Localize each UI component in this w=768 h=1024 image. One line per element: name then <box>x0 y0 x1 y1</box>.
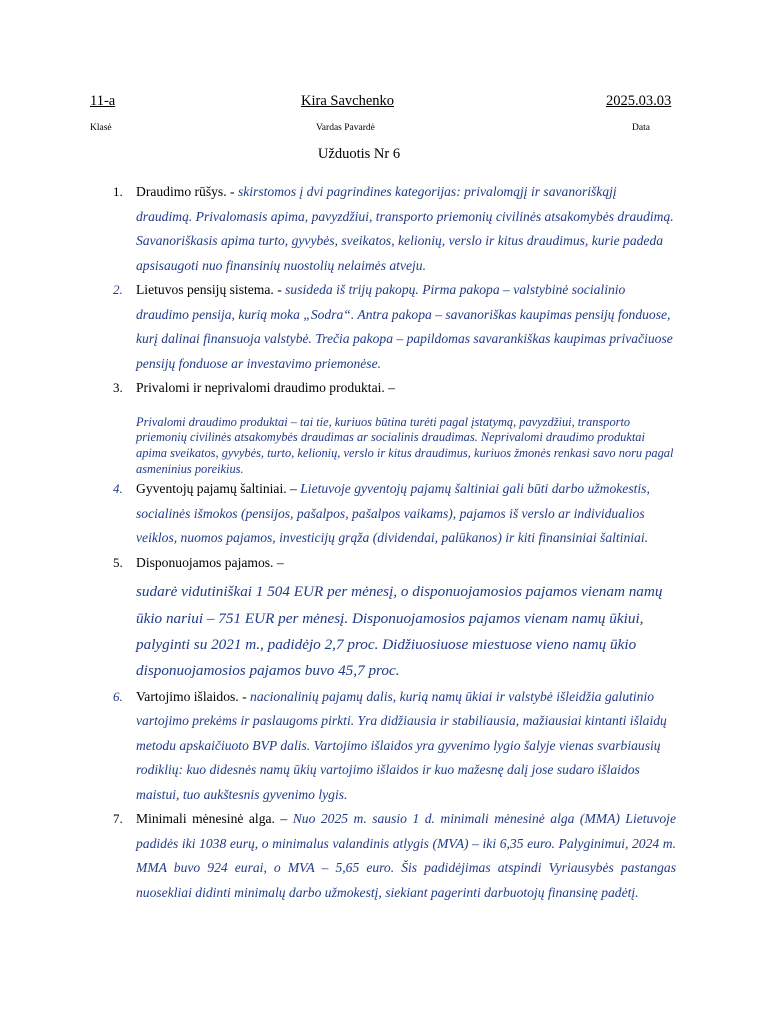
item-number: 1. <box>113 184 123 199</box>
list-item <box>113 685 676 808</box>
item-number: 6. <box>113 688 123 704</box>
list-item <box>113 180 676 278</box>
list-item <box>113 477 676 551</box>
item-answer: Lietuvoje gyventojų pajamų šaltiniai gali būti darbo užmokestis, socialinės išmokos (pensijos, pašalpos, pašalpos vaikams), pajamos iš verslo ar individualios veiklos, nuomos pajamos, investicijų grąža (dividendai, palūkanos) ir kiti finansiniai šaltiniai. <box>136 481 650 546</box>
list-item <box>113 278 676 376</box>
item-question: Disponuojamos pajamos. – <box>136 554 284 570</box>
item-number: 5. <box>113 554 123 570</box>
task-list <box>113 180 676 905</box>
item-answer: skirstomos į dvi pagrindines kategorijas: privalomąjį ir savanoriškąjį draudimą. Privalomasis apima, pavyzdžiui, transporto priemonių civilinės atsakomybės draudimą. Savanoriškasis apima turto, gyvybės, sveikatos, kelionių, verslo ir kitus draudimus, kurie padeda apsisaugoti nuo finansinių nuostolių nelaimės atveju. <box>136 184 674 273</box>
page-title: Užduotis Nr 6 <box>317 146 401 162</box>
item-question: Minimali mėnesinė alga. – <box>136 811 293 826</box>
date-value: 2025.03.03 <box>606 93 672 109</box>
item-answer: nacionalinių pajamų dalis, kurią namų ūkiai ir valstybė išleidžia galutinio vartojimo prekėms ir paslaugoms pirkti. Yra didžiausia ir stabiliausia, mažiausiai kintanti išlaidų metodu apskaičiuoto BVP dalis. Vartojimo išlaidos yra gyvenimo lygio šalyje vienas svarbiausių rodiklių: kuo didesnės namų ūkių vartojimo išlaidos ir kuo mažesnę dalį jose sudaro išlaidos maistui, tuo aukštesnis gyvenimo lygis. <box>136 688 667 802</box>
item-number: 4. <box>113 481 123 497</box>
item-number: 7. <box>113 811 123 826</box>
item-answer: susideda iš trijų pakopų. Pirma pakopa – valstybinė socialinio draudimo pensija, kurią moka „Sodra“. Antra pakopa – savanoriškas kaupimas pensijų fonduose, kurį dalinai finansuoja valstybė. Trečia pakopa – papildomas savarankiškas kaupimas privačiuose pensijų fonduose ar investavimo priemonėse. <box>136 282 673 371</box>
item-answer: Privalomi draudimo produktai – tai tie, kuriuos būtina turėti pagal įstatymą, pavyzdžiui, transporto priemonių civilinės atsakomybės draudimas ar socialinis draudimas. Neprivalomi draudimo produktai apima sveikatos, gyvybės, turto, kelionių, verslo ir kitus draudimus, kuriuos žmonės renkasi savo noru pagal asmeninius poreikius. <box>136 414 674 476</box>
name-label: Vardas Pavardė <box>316 123 375 133</box>
name-value: Kira Savchenko <box>301 93 395 109</box>
class-label: Klasė <box>90 123 112 133</box>
item-answer: sudarė vidutiniškai 1 504 EUR per mėnesį, o disponuojamosios pajamos vienam namų ūkio nariui – 751 EUR per mėnesį. Disponuojamosios pajamos vienam namų ūkiui, palyginti su 2021 m., padidėjo 2,7 proc. Didžiuosiuose miestuose vieno namų ūkio disponuojamosios pajamos buvo 45,7 proc. <box>136 583 663 680</box>
date-label: Data <box>632 123 650 133</box>
item-question: Lietuvos pensijų sistema. - <box>136 282 286 297</box>
item-question: Gyventojų pajamų šaltiniai. – <box>136 481 301 497</box>
list-item <box>113 807 676 905</box>
item-number: 3. <box>113 380 123 395</box>
item-question: Draudimo rūšys. - <box>136 184 238 199</box>
class-value: 11-a <box>90 93 116 109</box>
item-question: Privalomi ir neprivalomi draudimo produktai. – <box>136 380 395 395</box>
item-answer: Nuo 2025 m. sausio 1 d. minimali mėnesinė alga (MMA) Lietuvoje padidės iki 1038 eurų, o minimalus valandinis atlygis (MVA) – iki 6,35 euro. Palyginimui, 2024 m. MMA buvo 924 eurai, o MVA – 5,65 euro. Šis padidėjimas atspindi Vyriausybės pastangas nuosekliai didinti minimalų darbo užmokestį, siekiant pagerinti darbuotojų finansinę padėtį. <box>136 811 676 900</box>
list-item <box>113 551 676 685</box>
item-question: Vartojimo išlaidos. - <box>136 688 251 704</box>
list-item <box>113 376 676 477</box>
item-number: 2. <box>113 282 123 297</box>
